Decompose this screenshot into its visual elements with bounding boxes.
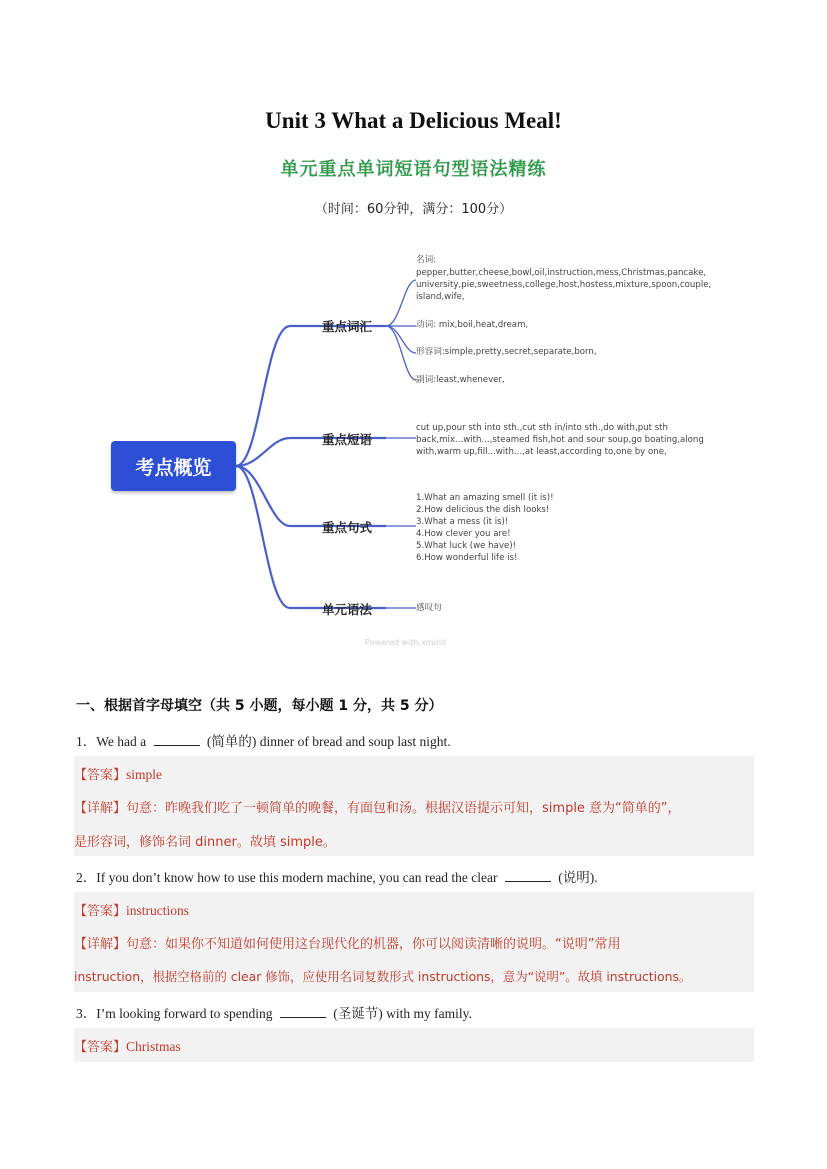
question-1-before: 1．We had a bbox=[76, 734, 150, 749]
detail-2-text-2: instruction，根据空格前的 clear 修饰，应使用名词复数形式 instructions，意为“说明”。故填 instructions。 bbox=[74, 969, 692, 984]
leaf-phrases-line-2: back,mix...with...,steamed fish,hot and sour soup,go boating,along bbox=[416, 435, 704, 445]
branch-unit-grammar: 单元语法 bbox=[322, 602, 373, 617]
question-1-after: (简单的) dinner of bread and soup last night. bbox=[203, 734, 451, 749]
leaf-sentence-5: 5.What luck (we have)! bbox=[416, 541, 517, 551]
question-3-before: 3．I’m looking forward to spending bbox=[76, 1006, 276, 1021]
answer-box-2 bbox=[74, 892, 754, 992]
leaf-nouns-line-2: university,pie,sweetness,college,host,hostess,mixture,spoon,couple, bbox=[416, 280, 712, 290]
leaf-sentence-3: 3.What a mess (it is)! bbox=[416, 517, 509, 527]
leaf-sentence-2: 2.How delicious the dish looks! bbox=[416, 505, 550, 515]
answer-box-3 bbox=[74, 1028, 754, 1062]
mind-map bbox=[100, 240, 740, 660]
leaf-phrases-line-1: cut up,pour sth into sth.,cut sth in/into sth.,do with,put sth bbox=[416, 423, 668, 433]
question-1 bbox=[76, 730, 451, 750]
question-3-after: (圣诞节) with my family. bbox=[329, 1006, 472, 1021]
leaf-phrases-line-3: with,warm up,fill...with...,at least,according to,one by one, bbox=[416, 447, 667, 457]
answer-1-value: simple bbox=[126, 767, 163, 782]
detail-2-line-2 bbox=[74, 967, 691, 985]
section-heading: 一、根据首字母填空（共 5 小题，每小题 1 分，共 5 分） bbox=[76, 698, 443, 714]
leaf-nouns-line-1: pepper,butter,cheese,bowl,oil,instruction,mess,Christmas,pancake, bbox=[416, 268, 707, 278]
answer-1-tag: 【答案】 bbox=[74, 768, 127, 783]
detail-1-text-2: 是形容词，修饰名词 dinner。故填 simple。 bbox=[74, 835, 336, 850]
answer-3-tag: 【答案】 bbox=[74, 1040, 127, 1055]
leaf-sentence-4: 4.How clever you are! bbox=[416, 529, 511, 539]
detail-1-tag: 【详解】 bbox=[74, 801, 127, 816]
question-2-before: 2．If you don’t know how to use this modern machine, you can read the clear bbox=[76, 870, 501, 885]
answer-2-value: instructions bbox=[126, 903, 190, 918]
leaf-nouns-line-3: island,wife, bbox=[416, 292, 465, 302]
branch-key-phrases: 重点短语 bbox=[322, 432, 373, 447]
detail-2-text-1: 句意：如果你不知道如何使用这台现代化的机器，你可以阅读清晰的说明。“说明”常用 bbox=[126, 937, 621, 952]
detail-1-line-1 bbox=[74, 797, 681, 816]
leaf-grammar: 感叹句 bbox=[416, 603, 442, 613]
branch-key-vocabulary: 重点词汇 bbox=[322, 319, 373, 334]
answer-3-value: Christmas bbox=[126, 1039, 181, 1054]
mind-map-root: 考点概览 bbox=[111, 441, 236, 491]
question-3 bbox=[76, 1002, 472, 1022]
question-1-blank bbox=[154, 733, 200, 746]
xmind-watermark: Powered with xmind bbox=[365, 638, 446, 647]
page-title: Unit 3 What a Delicious Meal! bbox=[265, 108, 562, 133]
question-2-blank bbox=[505, 869, 551, 882]
detail-2-tag: 【详解】 bbox=[74, 937, 127, 952]
leaf-adjectives: 形容词:simple,pretty,secret,separate,born, bbox=[416, 347, 597, 357]
detail-1-line-2 bbox=[74, 831, 336, 850]
leaf-sentence-6: 6.How wonderful life is! bbox=[416, 553, 518, 563]
time-note: （时间：60分钟，满分：100分） bbox=[314, 202, 513, 217]
answer-2-tag: 【答案】 bbox=[74, 904, 127, 919]
leaf-adverbs: 副词:least,whenever, bbox=[416, 375, 505, 385]
question-3-blank bbox=[280, 1005, 326, 1018]
leaf-nouns-label: 名词: bbox=[416, 255, 437, 265]
answer-1 bbox=[74, 764, 162, 783]
answer-3 bbox=[74, 1036, 181, 1055]
detail-1-text-1: 句意：昨晚我们吃了一顿简单的晚餐，有面包和汤。根据汉语提示可知，simple 意为“简单的”， bbox=[126, 801, 681, 816]
question-2-after: (说明). bbox=[554, 870, 598, 885]
leaf-sentence-1: 1.What an amazing smell (it is)! bbox=[416, 493, 554, 503]
branch-key-sentences: 重点句式 bbox=[322, 520, 373, 535]
question-2 bbox=[76, 866, 598, 886]
answer-box-1 bbox=[74, 756, 754, 856]
leaf-verbs: 动词: mix,boil,heat,dream, bbox=[416, 320, 529, 330]
answer-2 bbox=[74, 900, 189, 919]
detail-2-line-1 bbox=[74, 933, 621, 952]
page-subtitle: 单元重点单词短语句型语法精练 bbox=[280, 159, 547, 180]
